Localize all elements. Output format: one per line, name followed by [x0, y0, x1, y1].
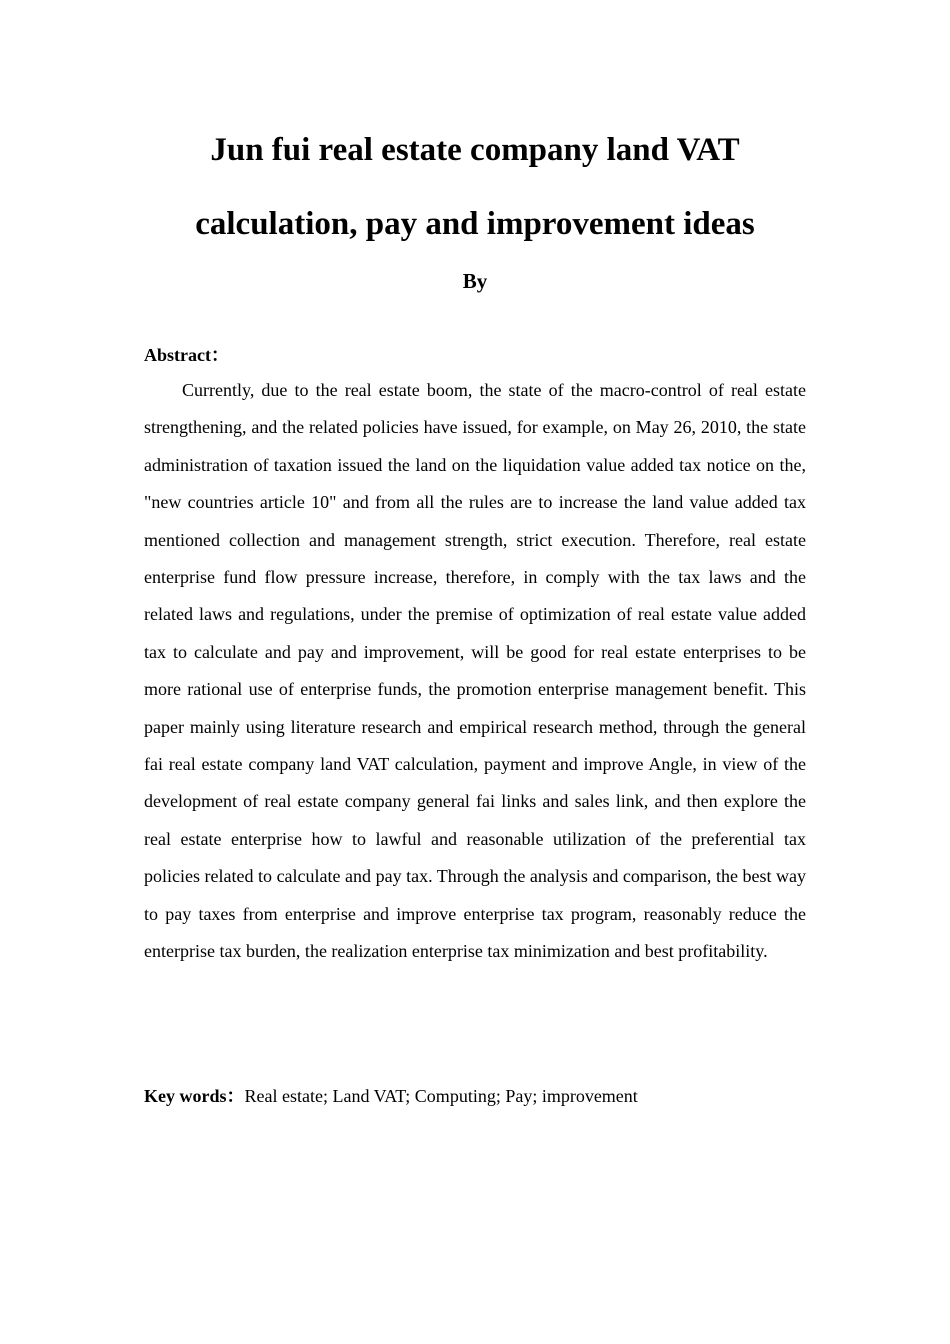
keywords-line: [144, 1083, 638, 1109]
title-line-2: calculation, pay and improvement ideas: [195, 206, 755, 242]
abstract-body: Currently, due to the real estate boom, the state of the macro-control of real estate strengthening, and the related policies have issued, for example, on May 26, 2010, the state administration of taxation issued the land on the liquidation value added tax notice on the, "new countries article 10" and from all the rules are to increase the land value added tax mentioned collection and management strength, strict execution. Therefore, real estate enterprise fund flow pressure increase, therefore, in comply with the tax laws and the related laws and regulations, under the premise of optimization of real estate value added tax to calculate and pay and improvement, will be good for real estate enterprises to be more rational use of enterprise funds, the promotion enterprise management benefit. This paper mainly using literature research and empirical research method, through the general fai real estate company land VAT calculation, payment and improve Angle, in view of the development of real estate company general fai links and sales link, and then explore the real estate enterprise how to lawful and reasonable utilization of the preferential tax policies related to calculate and pay tax. Through the analysis and comparison, the best way to pay taxes from enterprise and improve enterprise tax program, reasonably reduce the enterprise tax burden, the realization enterprise tax minimization and best profitability.: [144, 380, 806, 962]
keywords-value: Real estate; Land VAT; Computing; Pay; improvement: [244, 1086, 638, 1106]
keywords-label: Key words：: [144, 1086, 245, 1106]
author-byline: By: [462, 269, 488, 293]
title-line-1: Jun fui real estate company land VAT: [210, 132, 740, 168]
abstract-heading: Abstract：: [144, 345, 229, 365]
